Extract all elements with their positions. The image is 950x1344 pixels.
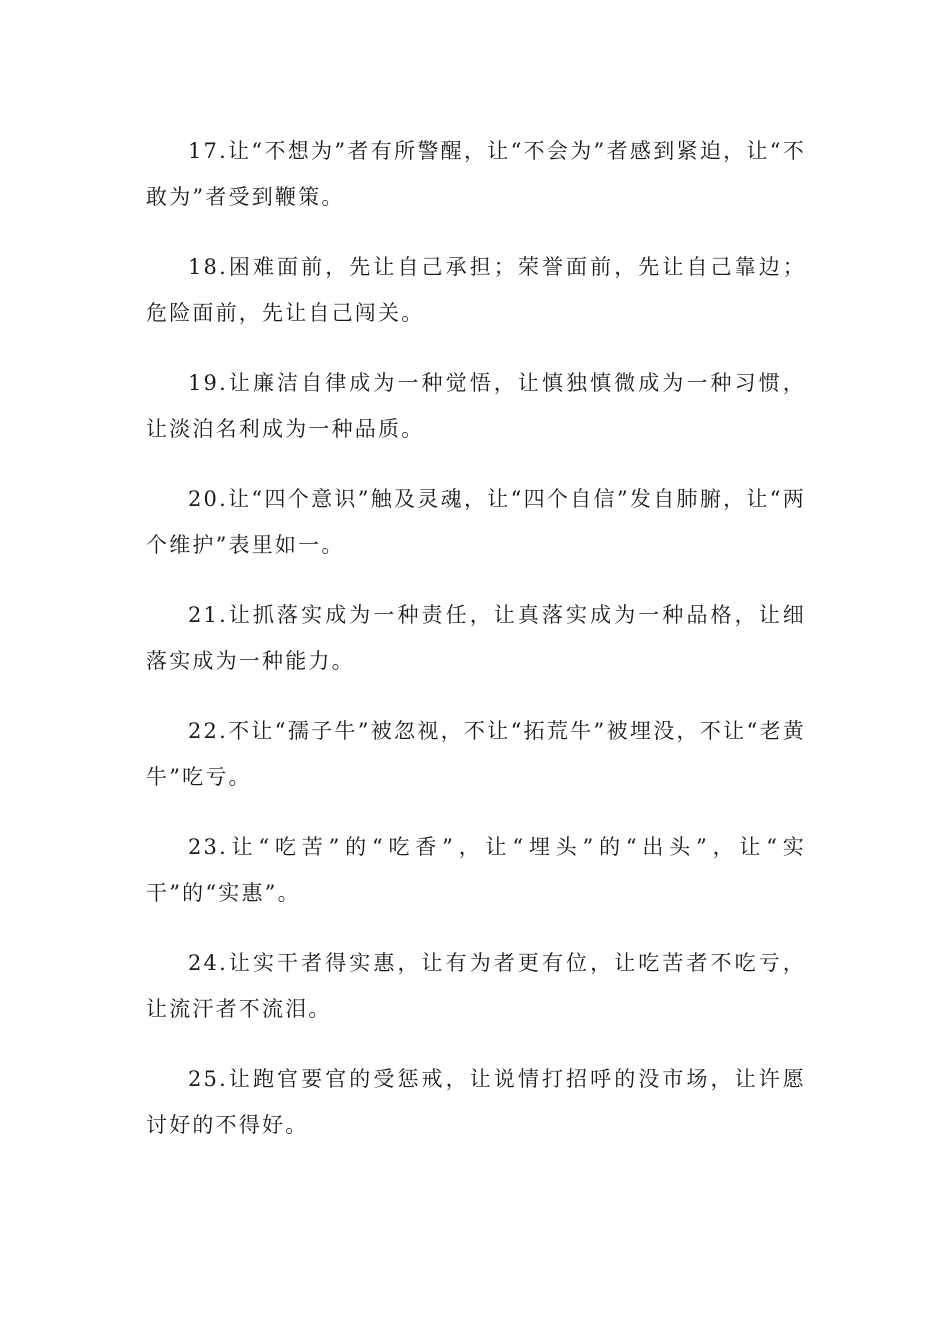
document-body (146, 128, 806, 1172)
paragraph-22: 22.不让“孺子牛”被忽视，不让“拓荒牛”被埋没，不让“老黄牛”吃亏。 (146, 719, 806, 789)
paragraph-24: 24.让实干者得实惠，让有为者更有位，让吃苦者不吃亏，让流汗者不流泪。 (146, 951, 806, 1021)
paragraph-19: 19.让廉洁自律成为一种觉悟，让慎独慎微成为一种习惯，让淡泊名利成为一种品质。 (146, 371, 806, 441)
paragraph-25: 25.让跑官要官的受惩戒，让说情打招呼的没市场，让许愿讨好的不得好。 (146, 1067, 806, 1137)
paragraph-21: 21.让抓落实成为一种责任，让真落实成为一种品格，让细落实成为一种能力。 (146, 603, 806, 673)
paragraph-20: 20.让“四个意识”触及灵魂，让“四个自信”发自肺腑，让“两个维护”表里如一。 (146, 487, 806, 557)
paragraph-17: 17.让“不想为”者有所警醒，让“不会为”者感到紧迫，让“不敢为”者受到鞭策。 (146, 139, 806, 209)
paragraph-23: 23.让“吃苦”的“吃香”，让“埋头”的“出头”，让“实干”的“实惠”。 (146, 835, 806, 905)
paragraph-18: 18.困难面前，先让自己承担；荣誉面前，先让自己靠边；危险面前，先让自己闯关。 (146, 255, 806, 325)
